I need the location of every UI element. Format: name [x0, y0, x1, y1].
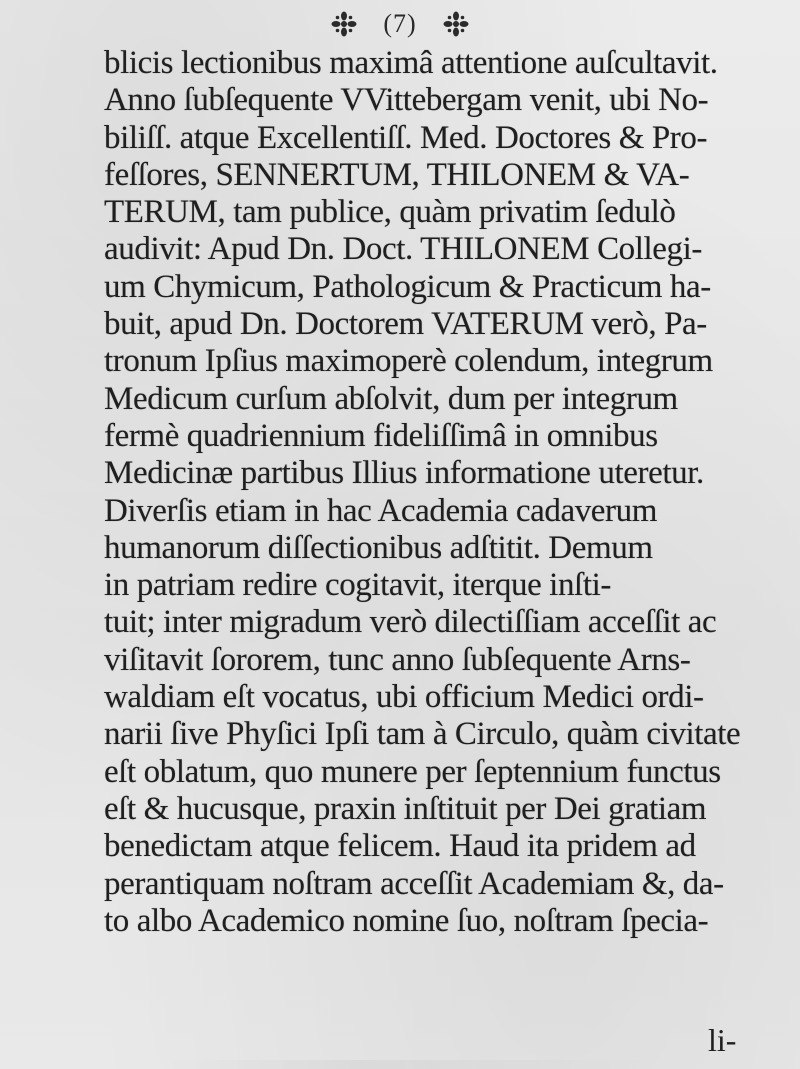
text-line: TERUM, tam publice, quàm privatim ſedulò: [104, 194, 676, 231]
body-text-block: [104, 45, 794, 940]
text-line: tronum Ipſius maximoperè colendum, integrum: [104, 343, 713, 380]
text-line: to albo Academico nomine ſuo, noſtram ſpecia-: [104, 902, 709, 939]
text-line: blicis lectionibus maximâ attentione auſcultavit.: [104, 45, 718, 81]
text-line: biliſſ. atque Excellentiſſ. Med. Doctores & Pro-: [104, 119, 708, 156]
fleuron-left-icon: [331, 11, 357, 37]
paper-stain: [160, 1060, 660, 1069]
text-line: Anno ſubſequente VVittebergam venit, ubi No-: [104, 82, 709, 119]
page-number: (7): [383, 9, 417, 38]
text-line: in patriam redire cogitavit, iterque inſti-: [104, 567, 611, 604]
text-line: eſt oblatum, quo munere per ſeptennium functus: [104, 753, 721, 790]
page-header: [0, 4, 800, 44]
text-line: buit, apud Dn. Doctorem VATERUM verò, Pa-: [104, 306, 707, 343]
text-line: Medicum curſum abſolvit, dum per integrum: [104, 380, 678, 417]
text-line: tuit; inter migradum verò dilectiſſiam acceſſit ac: [104, 604, 717, 641]
text-line: Medicinæ partibus Illius informatione uteretur.: [104, 455, 704, 492]
text-line: feſſores, SENNERTUM, THILONEM & VA-: [104, 156, 690, 193]
text-line: um Chymicum, Pathologicum & Practicum ha-: [104, 268, 711, 305]
text-line: viſitavit ſororem, tunc anno ſubſequente Arns-: [104, 641, 691, 678]
text-line: Diverſis etiam in hac Academia cadaverum: [104, 492, 658, 529]
text-line: eſt & hucusque, praxin inſtituit per Dei gratiam: [104, 790, 707, 827]
text-line: humanorum diſſectionibus adſtitit. Demum: [104, 529, 653, 566]
fleuron-right-icon: [443, 11, 469, 37]
text-line: waldiam eſt vocatus, ubi officium Medici ordi-: [104, 679, 704, 716]
text-line: narii ſive Phyſici Ipſi tam à Circulo, quàm civitate: [104, 716, 741, 753]
catchword: li-: [708, 1022, 737, 1058]
text-line: audivit: Apud Dn. Doct. THILONEM Collegi-: [104, 231, 703, 268]
text-line: benedictam atque felicem. Haud ita pridem ad: [104, 828, 696, 865]
text-line: fermè quadriennium fideliſſimâ in omnibus: [104, 417, 658, 454]
text-line: perantiquam noſtram acceſſit Academiam &, da-: [104, 865, 724, 902]
